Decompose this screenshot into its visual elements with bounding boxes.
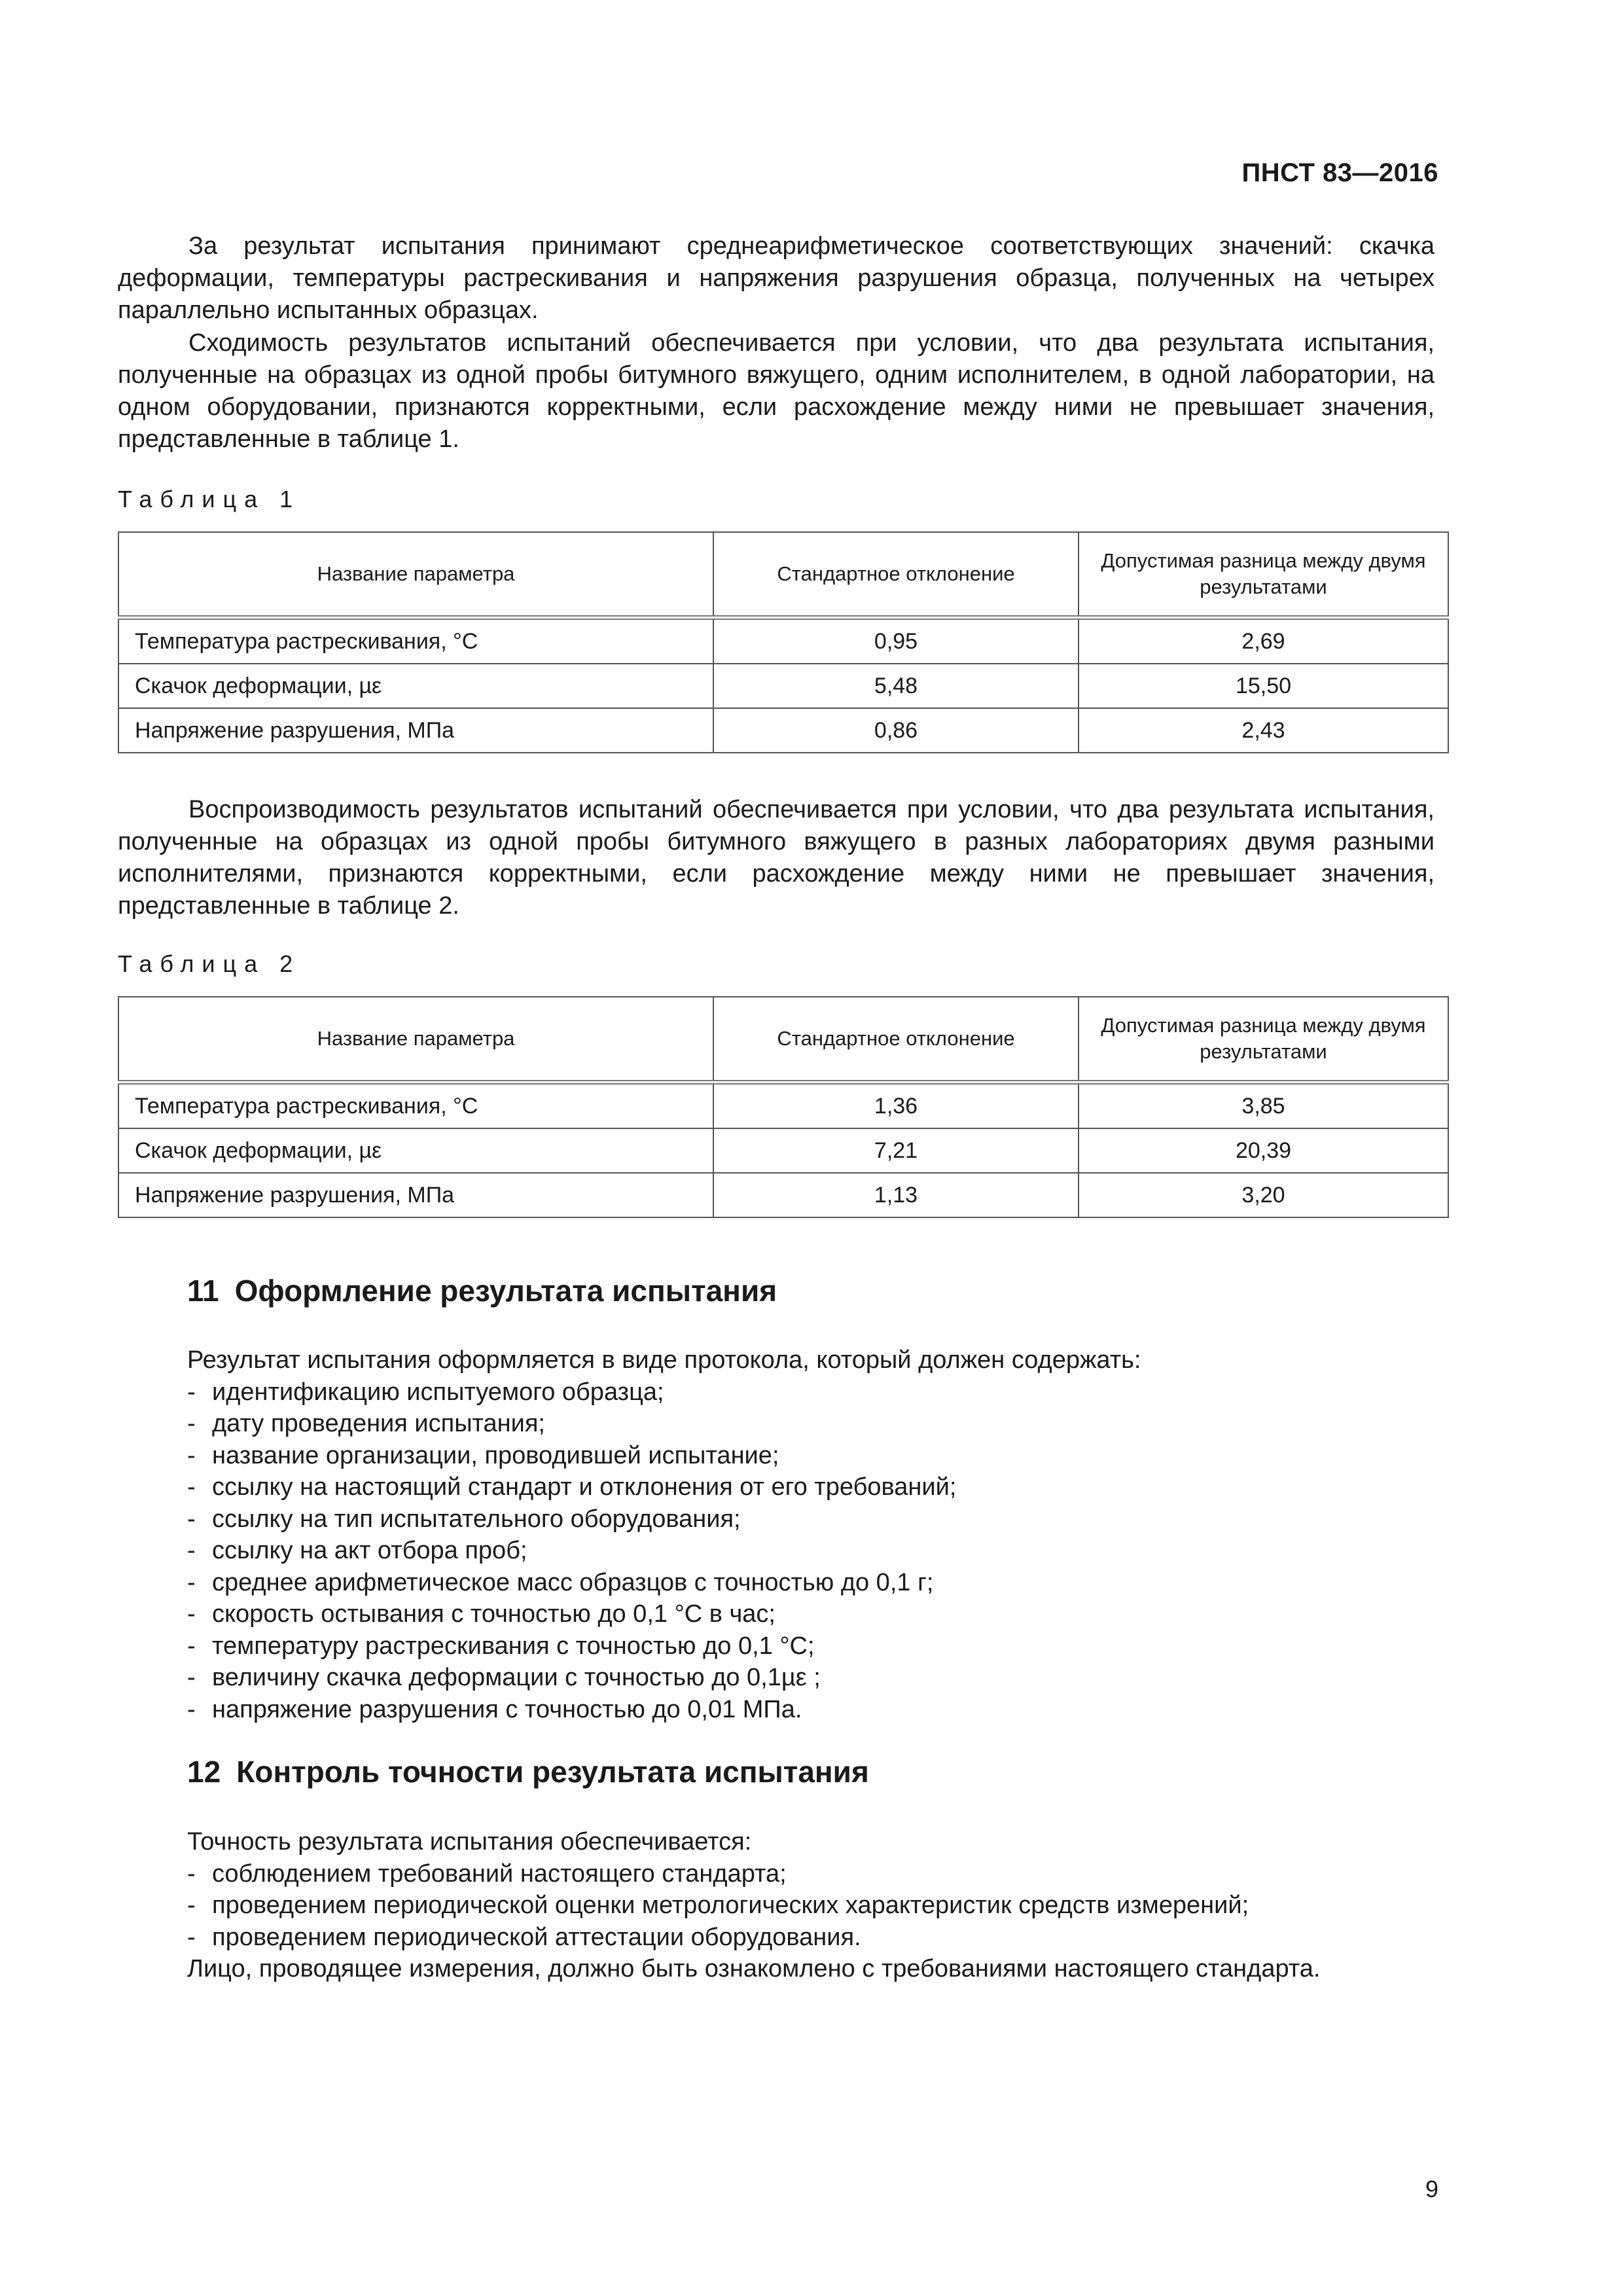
table-row	[118, 708, 1448, 753]
table-row	[118, 1128, 1448, 1173]
paragraph-convergence-text: Сходимость результатов испытаний обеспечивается при условии, что два результата испытания, полученные на образцах из одной пробы битумного вяжущего, одним исполнителем, в одной лаборатории, на одном оборудовании, признаются корректными, если расхождение между ними не превышает значения, представленные в таблице 1.	[118, 329, 1435, 453]
list-item: - температуру растрескивания с точностью до 0,1 °С;	[187, 1632, 815, 1660]
list-item: - дату проведения испытания;	[187, 1410, 545, 1437]
cell-allowed-difference: 15,50	[1079, 664, 1448, 708]
list-item: - ссылку на настоящий стандарт и отклонения от его требований;	[187, 1473, 957, 1501]
paragraph-reproducibility	[118, 794, 1435, 922]
paragraph-convergence	[118, 327, 1435, 456]
column-header-parameter: Название параметра	[118, 532, 713, 618]
cell-allowed-difference: 2,69	[1079, 618, 1448, 664]
column-header-parameter: Название параметра	[118, 997, 713, 1083]
section-11-number: 11	[187, 1274, 219, 1308]
column-header-std-deviation: Стандартное отклонение	[713, 532, 1079, 618]
cell-parameter: Скачок деформации, µε	[118, 1128, 713, 1173]
column-header-std-deviation: Стандартное отклонение	[713, 997, 1079, 1083]
table1-caption: Таблица 1	[118, 486, 301, 512]
cell-parameter: Напряжение разрушения, МПа	[118, 708, 713, 753]
cell-allowed-difference: 3,85	[1079, 1083, 1448, 1129]
table-row	[118, 618, 1448, 664]
list-item: - ссылку на акт отбора проб;	[187, 1537, 527, 1564]
section-12-body	[187, 1826, 1444, 1985]
cell-allowed-difference: 2,43	[1079, 708, 1448, 753]
page-number: 9	[1425, 2176, 1438, 2202]
section-12-heading	[187, 1754, 869, 1789]
list-item: - название организации, проводившей испытание;	[187, 1441, 779, 1469]
cell-allowed-difference: 3,20	[1079, 1173, 1448, 1217]
cell-allowed-difference: 20,39	[1079, 1128, 1448, 1173]
table-reproducibility	[118, 996, 1449, 1218]
section-12-title: Контроль точности результата испытания	[236, 1755, 869, 1789]
section-12-closing: Лицо, проводящее измерения, должно быть ознакомлено с требованиями настоящего стандарта.	[187, 1955, 1321, 1982]
cell-std-deviation: 5,48	[713, 664, 1079, 708]
table-row	[118, 1173, 1448, 1217]
list-item: - проведением периодической аттестации оборудования.	[187, 1923, 861, 1951]
cell-parameter: Скачок деформации, µε	[118, 664, 713, 708]
column-header-allowed-difference: Допустимая разница между двумя результатами	[1079, 997, 1448, 1083]
cell-parameter: Температура растрескивания, °С	[118, 618, 713, 664]
table-header-row	[118, 997, 1448, 1083]
table-header-row	[118, 532, 1448, 618]
list-item: - среднее арифметическое масс образцов с точностью до 0,1 г;	[187, 1568, 934, 1596]
section-11-heading	[187, 1273, 777, 1308]
section-11-lead: Результат испытания оформляется в виде протокола, который должен содержать:	[187, 1346, 1141, 1374]
table-row	[118, 1083, 1448, 1129]
cell-parameter: Температура растрескивания, °С	[118, 1083, 713, 1129]
table2-caption: Таблица 2	[118, 950, 301, 977]
section-11-body	[187, 1344, 1444, 1725]
list-item: - напряжение разрушения с точностью до 0,01 МПа.	[187, 1695, 802, 1723]
section-12-number: 12	[187, 1755, 221, 1789]
list-item: - величину скачка деформации с точностью до 0,1µε ;	[187, 1664, 821, 1691]
table-row	[118, 664, 1448, 708]
cell-std-deviation: 0,86	[713, 708, 1079, 753]
cell-parameter: Напряжение разрушения, МПа	[118, 1173, 713, 1217]
list-item: - соблюдением требований настоящего стандарта;	[187, 1859, 787, 1888]
cell-std-deviation: 0,95	[713, 618, 1079, 664]
paragraph-result-text: За результат испытания принимают среднеарифметическое соответствующих значений: скачка деформации, температуры растрескивания и напряжения разрушения образца, полученных на четырех параллельно испытанных образцах.	[118, 232, 1435, 324]
paragraph-reproducibility-text: Воспроизводимость результатов испытаний обеспечивается при условии, что два результата испытания, полученные на образцах из одной пробы битумного вяжущего в разных лабораториях двумя разными исполнителями, признаются корректными, если расхождение между ними не превышает значения, представленные в таблице 2.	[118, 796, 1435, 920]
paragraph-result	[118, 230, 1435, 327]
cell-std-deviation: 1,13	[713, 1173, 1079, 1217]
column-header-allowed-difference: Допустимая разница между двумя результатами	[1079, 532, 1448, 618]
table-convergence	[118, 531, 1449, 753]
cell-std-deviation: 7,21	[713, 1128, 1079, 1173]
document-code: ПНСТ 83—2016	[1241, 158, 1438, 187]
list-item: - ссылку на тип испытательного оборудования;	[187, 1505, 741, 1533]
section-11-title: Оформление результата испытания	[234, 1274, 777, 1308]
section-12-lead: Точность результата испытания обеспечивается:	[187, 1828, 752, 1856]
list-item: - проведением периодической оценки метрологических характеристик средств измерений;	[187, 1892, 1249, 1919]
list-item: - скорость остывания с точностью до 0,1 °С в час;	[187, 1600, 776, 1628]
list-item: - идентификацию испытуемого образца;	[187, 1378, 664, 1406]
cell-std-deviation: 1,36	[713, 1083, 1079, 1129]
